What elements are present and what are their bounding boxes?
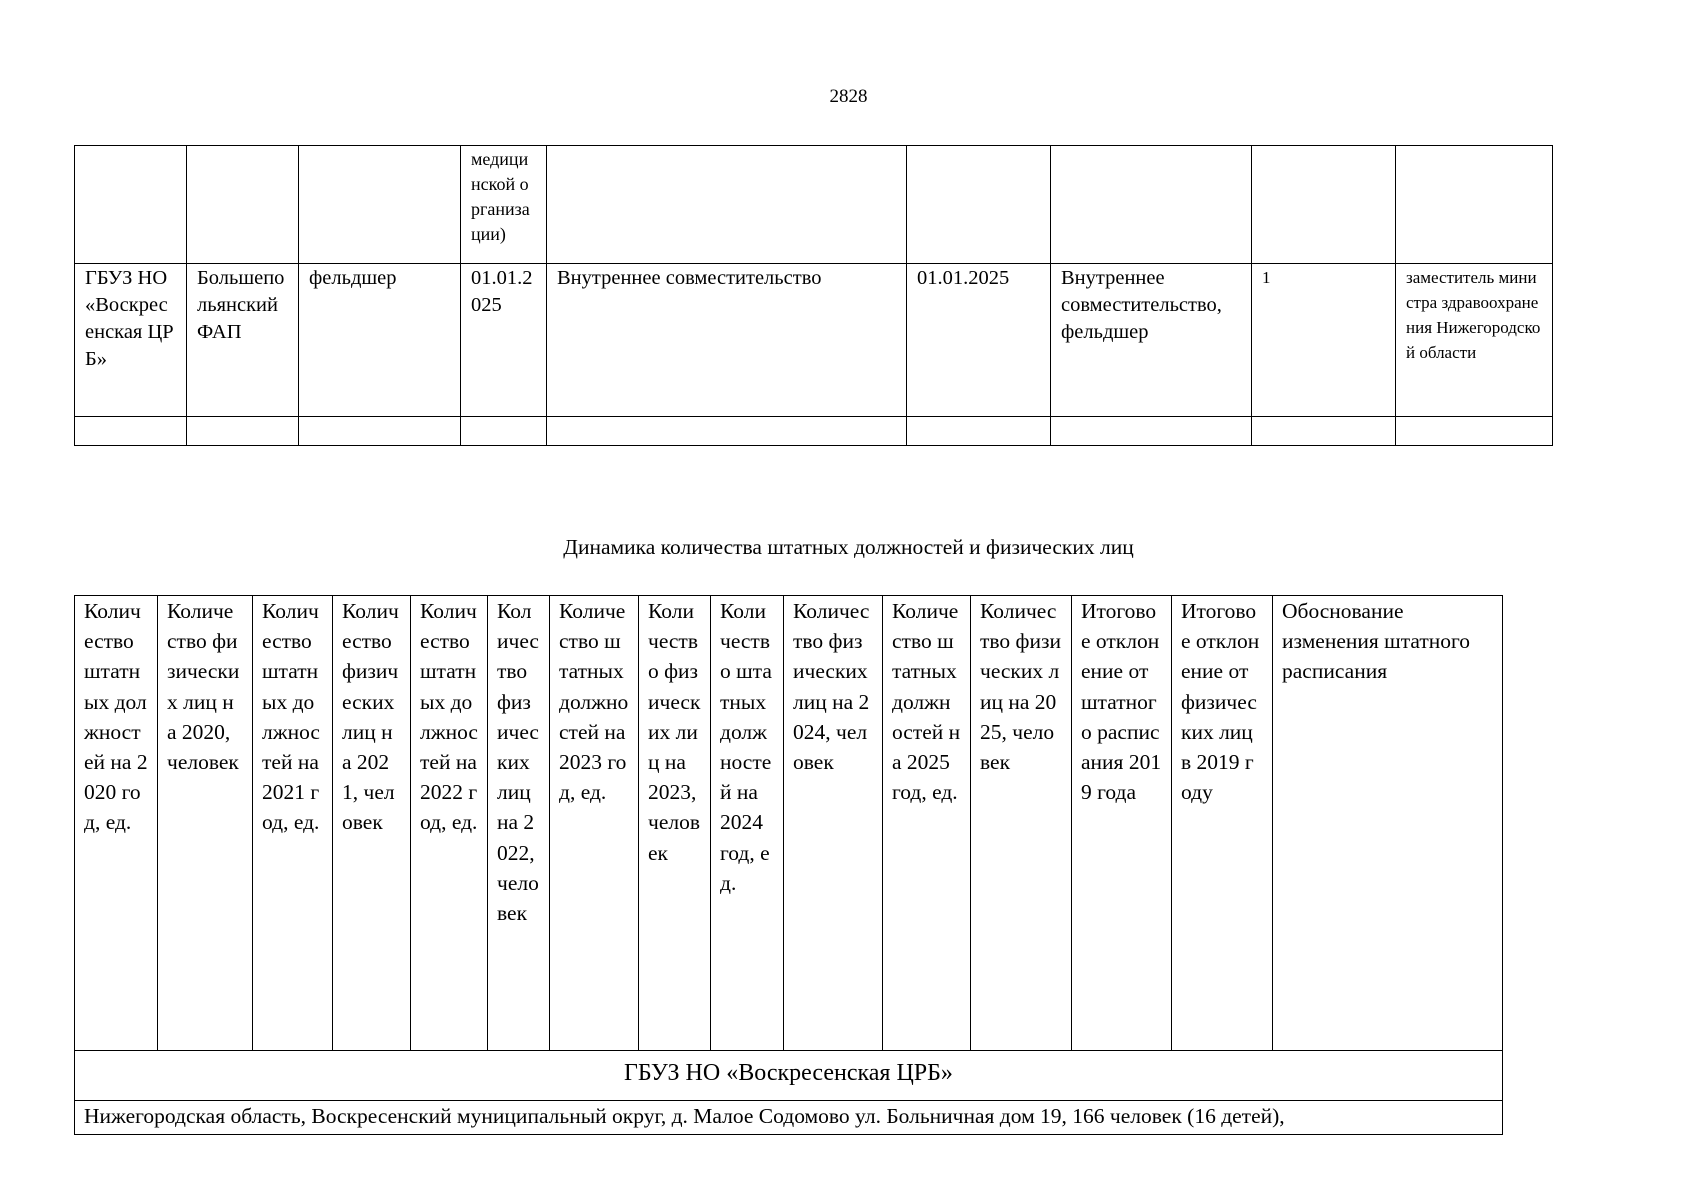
table-cell xyxy=(1051,146,1252,264)
organization-name: ГБУЗ НО «Воскресенская ЦРБ» xyxy=(75,1051,1503,1101)
table-cell xyxy=(75,417,187,446)
table-cell: 01.01.2025 xyxy=(907,264,1051,417)
table-cell: заместитель министра здравоохранения Нижегородской области xyxy=(1396,264,1553,417)
column-header: Количество физических лиц на 2020, человек xyxy=(158,596,253,1051)
table-cell: медицинской организации) xyxy=(461,146,547,264)
table-cell xyxy=(907,146,1051,264)
column-header: Итоговое отклонение от физических лиц в 2019 году xyxy=(1172,596,1273,1051)
table-cell xyxy=(1396,146,1553,264)
column-header: Количество штатных должностей на 2024 год, ед. xyxy=(711,596,784,1051)
column-header: Количество штатных должностей на 2020 год, ед. xyxy=(75,596,158,1051)
table-row xyxy=(75,417,1553,446)
column-header: Количество штатных должностей на 2022 год, ед. xyxy=(411,596,488,1051)
table-cell xyxy=(1252,417,1396,446)
table-cell xyxy=(299,417,461,446)
table-cell: ГБУЗ НО «Воскресенская ЦРБ» xyxy=(75,264,187,417)
table-cell xyxy=(1396,417,1553,446)
table-cell: Внутреннее совместительство, фельдшер xyxy=(1051,264,1252,417)
column-header: Количество физических лиц на 2021, человек xyxy=(333,596,411,1051)
column-header: Итоговое отклонение от штатного расписания 2019 года xyxy=(1072,596,1172,1051)
table-row xyxy=(75,264,1553,417)
table-cell xyxy=(299,146,461,264)
column-header: Количество физических лиц на 2025, человек xyxy=(971,596,1072,1051)
table-cell xyxy=(75,146,187,264)
table-cell: Внутреннее совместительство xyxy=(547,264,907,417)
table-cell: фельдшер xyxy=(299,264,461,417)
header-row xyxy=(75,596,1503,1051)
table-cell xyxy=(1252,146,1396,264)
column-header: Количество штатных должностей на 2023 год, ед. xyxy=(550,596,639,1051)
table-cell xyxy=(1051,417,1252,446)
column-header: Количество физических лиц на 2023, человек xyxy=(639,596,711,1051)
page-number: 2828 xyxy=(829,86,868,107)
table-row xyxy=(75,146,1553,264)
column-header: Количество штатных должностей на 2025 год, ед. xyxy=(883,596,971,1051)
table-cell: Большепольянский ФАП xyxy=(187,264,299,417)
table-cell xyxy=(461,417,547,446)
column-header: Количество физических лиц на 2022, человек xyxy=(488,596,550,1051)
table-cell: 1 xyxy=(1252,264,1396,417)
table-cell xyxy=(547,417,907,446)
column-header: Обоснование изменения штатного расписания xyxy=(1273,596,1503,1051)
table-cell xyxy=(547,146,907,264)
dynamics-table xyxy=(74,595,1503,1135)
column-header: Количество физических лиц на 2024, человек xyxy=(784,596,883,1051)
table-row xyxy=(75,1051,1503,1101)
table-cell: 01.01.2025 xyxy=(461,264,547,417)
table-cell xyxy=(187,417,299,446)
column-header: Количество штатных должностей на 2021 год, ед. xyxy=(253,596,333,1051)
section-title: Динамика количества штатных должностей и физических лиц xyxy=(563,535,1134,559)
table-row xyxy=(75,1101,1503,1135)
top-table xyxy=(74,145,1553,446)
table-cell xyxy=(907,417,1051,446)
organization-address: Нижегородская область, Воскресенский муниципальный округ, д. Малое Содомово ул. Больничная дом 19, 166 человек (16 детей), xyxy=(75,1101,1503,1135)
table-cell xyxy=(187,146,299,264)
